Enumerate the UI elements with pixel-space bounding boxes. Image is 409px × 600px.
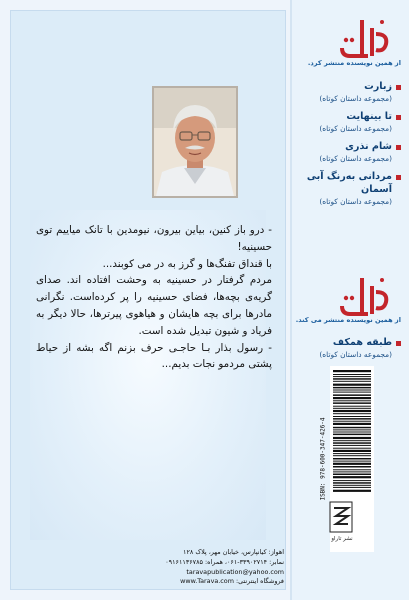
publisher-contact xyxy=(118,548,284,587)
imprint-logo xyxy=(328,498,356,554)
author-photo xyxy=(152,86,238,198)
bullet-icon xyxy=(396,85,401,90)
isbn-text: ISBN: 978-600-347-426-4 xyxy=(319,417,327,501)
book-subtitle: (مجموعه داستان کوتاه) xyxy=(319,154,392,163)
excerpt-line-4: - رسول بذار بـا حاجـی حرف بزنم اگه بشه از حیاط پشتی مردمو نجات بدیم... xyxy=(36,341,272,371)
book-subtitle: (مجموعه داستان کوتاه) xyxy=(319,350,392,359)
forthcoming-books-list xyxy=(297,336,401,366)
excerpt-line-1: - درو باز کنین، بیاین بیرون، نیومدین با تانک میاییم توی حسینیه! xyxy=(36,224,272,253)
book-title: طبقه همکف xyxy=(332,337,392,348)
bullet-icon xyxy=(396,145,401,150)
forthcoming-tagline: از همین نویسنده منتشر می کند. xyxy=(295,316,401,324)
list-item xyxy=(297,110,401,134)
list-item xyxy=(297,140,401,164)
website-line[interactable]: فروشگاه اینترنتی: www.Tarava.com xyxy=(180,577,284,586)
author-portrait-image xyxy=(154,88,236,196)
tarava-logo-icon xyxy=(338,14,392,60)
bullet-icon xyxy=(396,341,401,346)
publisher-logo-top xyxy=(338,14,392,65)
book-title: زبارت xyxy=(364,81,392,92)
list-item xyxy=(297,336,401,360)
bullet-icon xyxy=(396,175,401,180)
book-title: تا بینهایت xyxy=(346,111,392,122)
book-subtitle: (مجموعه داستان کوتاه) xyxy=(319,124,392,133)
book-subtitle: (مجموعه داستان کوتاه) xyxy=(319,94,392,103)
book-title: مردانی به‌رنگ آبی آسمان xyxy=(306,171,392,195)
book-title: شام نذری xyxy=(345,141,392,152)
phone-line: نمابر: ۳۳۹۰۲۷۱۴-۰۶۱، همراه: ۰۹۱۶۱۱۳۶۷۸۵ xyxy=(165,557,284,566)
email-link[interactable]: taravapublication@yahoo.com xyxy=(186,567,284,576)
published-tagline: از همین نویسنده منتشر کرد. xyxy=(307,59,401,67)
book-excerpt xyxy=(36,222,272,373)
excerpt-line-3: مردم گرفتار در حسینیه به وحشت افتاده اند. صدای گریه‌ی بچه‌ها، فضای حسینیه را پر کرده‌است. نگرانی مادرها برای بچه هایشان و هیاهوی پیرترها، حالا دیگر به فریاد و شیون تبدیل شده است. xyxy=(36,274,272,337)
book-subtitle: (مجموعه داستان کوتاه) xyxy=(319,197,392,206)
excerpt-line-2: با قنداق تفنگ‌ها و گرز به در می کوبند... xyxy=(102,257,272,270)
isbn-label xyxy=(318,366,328,552)
address-line: اهواز: کیانپارس، خیابان مهر، پلاک ۱۲۸ xyxy=(183,548,284,556)
tarava-logo-icon xyxy=(338,272,392,318)
list-item xyxy=(297,80,401,104)
imprint-logo-icon xyxy=(328,498,356,554)
list-item xyxy=(297,170,401,207)
published-books-list xyxy=(297,80,401,213)
imprint-mark: نشر تاراو xyxy=(331,536,353,542)
bullet-icon xyxy=(396,115,401,120)
